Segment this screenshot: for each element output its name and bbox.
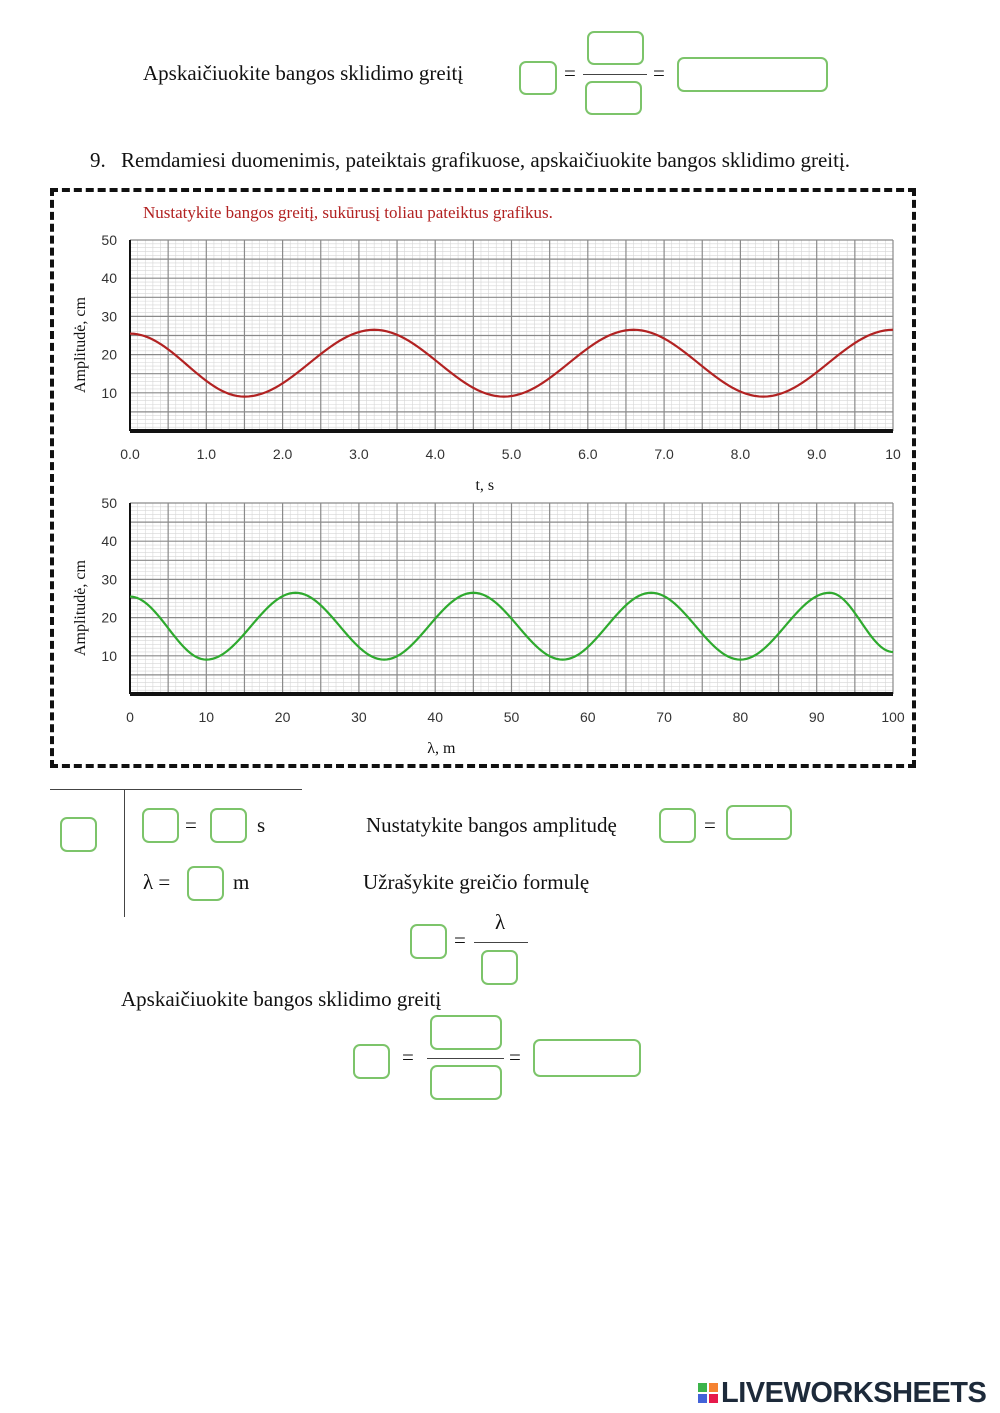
brand-name: LIVEWORKSHEETS [721, 1376, 987, 1409]
x-tick-label: 50 [503, 709, 520, 725]
x-tick-label: 0 [126, 709, 134, 725]
equals-sign: = [509, 1045, 521, 1069]
amplitude-label: Nustatykite bangos amplitudę [366, 813, 617, 837]
equals-sign: = [402, 1045, 414, 1069]
y-tick-label: 30 [101, 308, 117, 325]
y-tick-label: 10 [101, 384, 117, 401]
formula-label: Užrašykite greičio formulę [363, 870, 590, 894]
x-axis-label: λ, m [427, 740, 456, 757]
x-tick-label: 5.0 [501, 446, 522, 462]
x-tick-label: 9.0 [806, 446, 827, 462]
x-tick-label: 40 [427, 709, 443, 725]
x-tick-label: 1.0 [196, 446, 217, 462]
y-tick-label: 40 [101, 533, 117, 550]
x-tick-label: 30 [351, 709, 367, 725]
lambda-label: λ = [143, 870, 171, 894]
x-tick-label: 10 [885, 446, 901, 462]
x-tick-label: 100 [881, 709, 905, 725]
x-tick-label: 0.0 [120, 446, 140, 462]
answer-box-amplitude-value[interactable] [726, 805, 792, 840]
x-tick-label: 70 [656, 709, 672, 725]
answer-box-denominator-bottom[interactable] [430, 1065, 502, 1100]
answer-box-period-value[interactable] [210, 808, 247, 843]
answer-box-speed-symbol-bottom[interactable] [353, 1044, 390, 1079]
x-tick-label: 4.0 [425, 446, 445, 462]
chart-wavelength [72, 495, 905, 757]
y-axis-label: Amplitudė, cm [72, 560, 89, 657]
x-tick-label: 7.0 [654, 446, 674, 462]
x-tick-label: 80 [732, 709, 749, 725]
answer-box-period-symbol[interactable] [142, 808, 179, 843]
lambda-unit: m [233, 870, 250, 894]
y-tick-label: 10 [101, 647, 117, 664]
calc-label-top: Apskaičiuokite bangos sklidimo greitį [143, 61, 464, 85]
table-top-line [50, 789, 302, 790]
table-divider-line [124, 789, 125, 917]
x-tick-label: 2.0 [272, 446, 293, 462]
x-tick-label: 3.0 [349, 446, 369, 462]
answer-box-formula-speed[interactable] [410, 924, 447, 959]
equals-sign: = [653, 61, 665, 85]
brand-icon [698, 1383, 718, 1403]
x-tick-label: 60 [580, 709, 596, 725]
answer-box-numerator-bottom[interactable] [430, 1015, 502, 1050]
answer-box-lambda-value[interactable] [187, 866, 224, 901]
y-tick-label: 40 [101, 270, 117, 287]
brand-logo [698, 1376, 986, 1410]
x-tick-label: 20 [274, 709, 291, 725]
formula-numerator: λ [495, 910, 506, 934]
equals-sign: = [185, 813, 197, 837]
y-tick-label: 20 [101, 609, 117, 626]
equals-sign: = [454, 928, 466, 952]
x-tick-label: 8.0 [730, 446, 751, 462]
answer-box-amplitude-symbol[interactable] [659, 808, 696, 843]
answer-box-result-bottom[interactable] [533, 1039, 641, 1077]
task-text: Remdamiesi duomenimis, pateiktais grafikuose, apskaičiuokite bangos sklidimo greitį. [121, 148, 851, 172]
y-tick-label: 30 [101, 571, 117, 588]
fraction-bar [427, 1058, 504, 1059]
y-tick-label: 20 [101, 346, 117, 363]
formula-fraction-bar [474, 942, 528, 943]
x-tick-label: 90 [808, 709, 825, 725]
y-tick-label: 50 [101, 495, 117, 511]
x-tick-label: 6.0 [578, 446, 598, 462]
answer-box-formula-denominator[interactable] [481, 950, 518, 985]
equals-sign: = [704, 813, 716, 837]
task-number: 9. [90, 148, 106, 172]
chart-time [72, 232, 901, 494]
chart-title: Nustatykite bangos greitį, sukūrusį toliau pateiktus grafikus. [143, 203, 553, 222]
y-axis-label: Amplitudė, cm [72, 297, 89, 394]
x-tick-label: 10 [198, 709, 215, 725]
y-tick-label: 50 [101, 232, 117, 248]
calc-label-bottom: Apskaičiuokite bangos sklidimo greitį [121, 987, 442, 1011]
x-axis-label: t, s [475, 477, 495, 494]
period-unit: s [257, 813, 266, 837]
equals-sign: = [564, 61, 576, 85]
answer-box-left[interactable] [60, 817, 97, 852]
